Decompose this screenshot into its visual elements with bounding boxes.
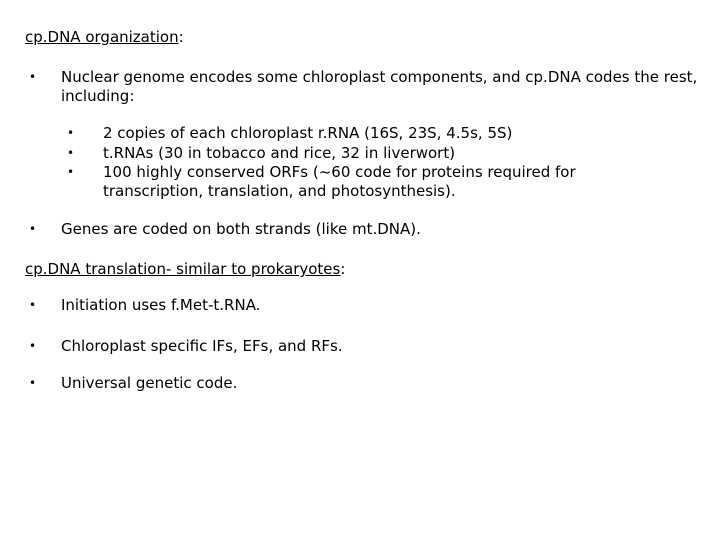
bullet-marker: • xyxy=(29,376,37,390)
sub-bullet-marker: • xyxy=(67,165,75,179)
sub-bullet-trna: t.RNAs (30 in tobacco and rice, 32 in liverwort) xyxy=(103,144,456,162)
bullet-nuclear-genome: Nuclear genome encodes some chloroplast components, and cp.DNA codes the rest, including: xyxy=(61,68,698,105)
section-heading-organization xyxy=(25,28,184,47)
bullet-marker: • xyxy=(29,222,37,236)
heading-colon: : xyxy=(178,28,184,46)
section-heading-translation xyxy=(25,260,345,279)
bullet-both-strands: Genes are coded on both strands (like mt.DNA). xyxy=(61,220,421,238)
heading-text: cp.DNA translation- similar to prokaryotes xyxy=(25,260,341,278)
heading-colon: : xyxy=(340,260,346,278)
heading-text: cp.DNA organization xyxy=(25,28,179,46)
bullet-factors: Chloroplast specific IFs, EFs, and RFs. xyxy=(61,337,343,355)
sub-bullet-marker: • xyxy=(67,146,75,160)
bullet-marker: • xyxy=(29,298,37,312)
bullet-marker: • xyxy=(29,339,37,353)
bullet-marker: • xyxy=(29,70,37,84)
bullet-genetic-code: Universal genetic code. xyxy=(61,374,238,392)
bullet-initiation: Initiation uses f.Met-t.RNA. xyxy=(61,296,261,314)
sub-bullet-rrna: 2 copies of each chloroplast r.RNA (16S, 23S, 4.5s, 5S) xyxy=(103,124,513,142)
sub-bullet-orfs: 100 highly conserved ORFs (~60 code for proteins required for transcription, translation, and photosynthesis). xyxy=(103,163,576,200)
sub-bullet-marker: • xyxy=(67,126,75,140)
